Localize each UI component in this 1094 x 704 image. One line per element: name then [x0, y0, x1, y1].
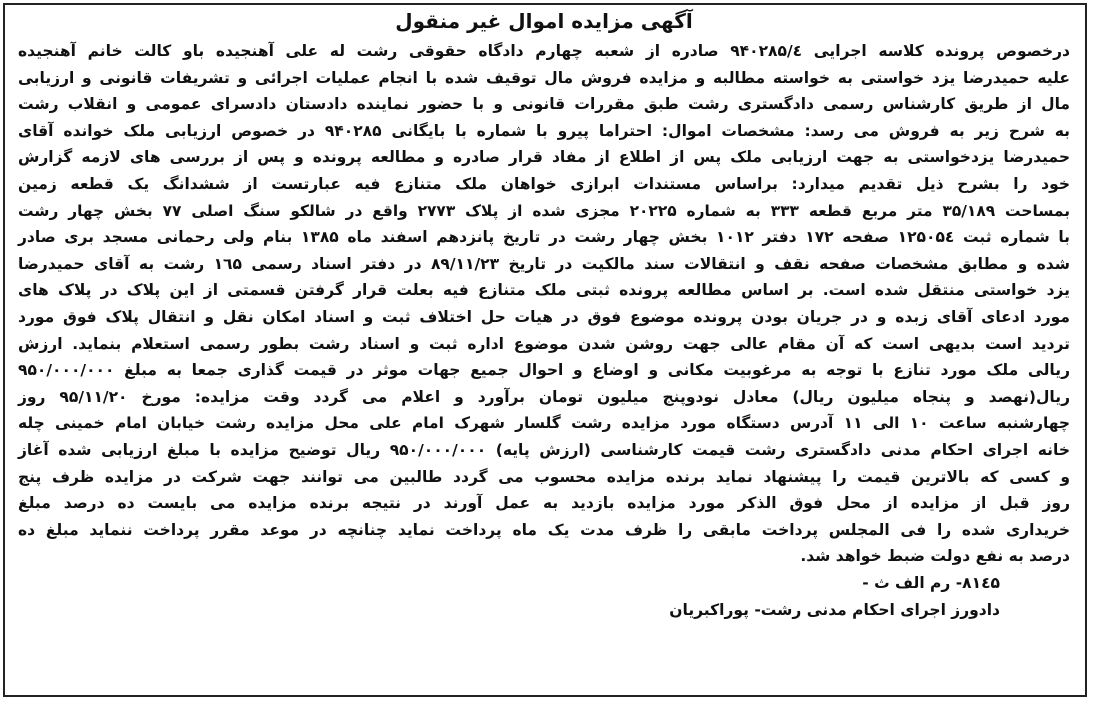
- notice-line: خریداری شده را فی المجلس پرداخت مابقی را ظرف مدت یک ماه پرداخت نماید چنانچه در موعد مقرر پرداخت ننماید مبلغ ده: [18, 520, 1070, 539]
- notice-line: ریالی ملک مورد تنازع با توجه به مرغوبیت مکانی و اوضاع و احوال جمیع جهات موثر در قیمت گذاری جمعا به مبلغ ۹۵۰/۰۰۰/۰۰۰: [18, 361, 1070, 380]
- notice-line: بمساحت ۳۵/۱۸۹ متر مربع قطعه ۳۳۳ به شماره ۲۰۲۲۵ مجزی شده از پلاک ۲۷۷۳ واقع در شالکو سنگ اصلی ۷۷ بخش چهار رشت: [18, 201, 1071, 220]
- notice-line: با شماره ثبت ۱۲۵۰۵٤ صفحه ۱۷۲ دفتر ۱۰۱۲ بخش چهار رشت در تاریخ پانزدهم اسفند ماه ۱۳۸۵ بنام ولی رحمانی مسجد بری صادر: [18, 228, 1070, 247]
- notice-line: چهارشنبه ساعت ۱۰ الی ۱۱ آدرس دستگاه مورد مزایده رشت گلسار شهرک امام علی محل مزایده رشت خیابان امام خمینی چله: [18, 414, 1070, 433]
- notice-line: تردید است بدیهی است که آن مقام عالی جهت روشن شدن موضوع اداره ثبت و اسناد رشت بطور رسمی استعلام بنماید. ارزش: [18, 334, 1070, 353]
- notice-line: خانه اجرای احکام مدنی دادگستری رشت قیمت کارشناسی (ارزش پایه) ۹۵۰/۰۰۰/۰۰۰ ریال توضیح مزایده با مبلغ ارزیابی شده آغاز: [18, 440, 1070, 459]
- notice-line: درخصوص پرونده کلاسه اجرایی ۹۴۰۲۸۵/٤ صادره از شعبه چهارم دادگاه حقوقی رشت له علی آهنجیده باو کالت خانم آهنجیده: [18, 42, 1070, 60]
- notice-signature: دادورز اجرای احکام مدنی رشت- پوراکبریان: [669, 600, 1000, 619]
- notice-line: علیه حمیدرضا یزد خواستی به خواسته مطالبه و مزایده فروش مال توقیف شده با انجام عملیات اجرائی و تشریفات قانونی و ارزیابی: [18, 68, 1070, 87]
- notice-title: آگهی مزایده اموال غیر منقول: [395, 9, 693, 33]
- notice-document: [18, 6, 1070, 624]
- notice-line: خود را بشرح ذیل تقدیم میدارد: براساس مستندات ابرازی خواهان ملک متنازع فیه عبارتست از ششدانگ یک قطعه زمین: [18, 174, 1070, 193]
- notice-line: به شرح زیر به فروش می رسد: مشخصات اموال: احتراما پیرو با شماره با بایگانی ۹۴۰۲۸۵ در خصوص ارزیابی ملک خوانده آقای: [18, 121, 1070, 140]
- notice-reference: ۸۱٤۵- رم الف ث -: [862, 573, 1000, 592]
- notice-line: روز قبل از مزایده از محل فوق الذکر مورد مزایده بازدید به عمل آورند در نتیجه برنده مزایده می بایست ده درصد مبلغ: [18, 494, 1070, 513]
- notice-line: مال از طریق کارشناس رسمی دادگستری رشت طبق مقررات قانونی و با حضور نماینده دادستان دادسرای عمومی و انقلاب رشت: [18, 95, 1070, 114]
- notice-line: ریال(نهصد و پنجاه میلیون ریال) معادل نودوپنج میلیون تومان برآورد و اعلام می گردد وقت مزایده: مورخ ۹۵/۱۱/۲۰ روز: [18, 387, 1070, 406]
- notice-line: و کسی که بالاترین قیمت را پیشنهاد نماید برنده مزایده محسوب می گردد طالبین می توانند جهت شرکت در مزایده ظرف پنج: [18, 467, 1070, 486]
- notice-line: درصد به نفع دولت ضبط خواهد شد.: [800, 547, 1070, 566]
- notice-line: شده و مطابق مشخصات صفحه نقف و انتقالات سند مالکیت در تاریخ ۸۹/۱۱/۲۳ در دفتر اسناد رسمی ۱٦۵ رشت به آقای حمیدرضا: [18, 254, 1070, 273]
- notice-line: یزد خواستی منتقل شده است. بر اساس مطالعه پرونده ثبتی ملک متنازع فیه بعلت قرار گرفتن قسمتی از این پلاک در پلاک های: [18, 281, 1070, 300]
- notice-footer: [18, 570, 1070, 624]
- notice-line: مورد ادعای آقای زبده و در جریان بودن پرونده موضوع فوق در هیات حل اختلاف ثبت و اسناد امکان نقل و انتقال پلاک فوق مورد: [18, 307, 1070, 326]
- notice-body: [18, 38, 1070, 570]
- notice-line: حمیدرضا یزدخواستی به جهت ارزیابی ملک پس از اطلاع از مفاد قرار صادره و مطالعه پرونده و پس از بررسی های لازمه گزارش: [18, 148, 1070, 167]
